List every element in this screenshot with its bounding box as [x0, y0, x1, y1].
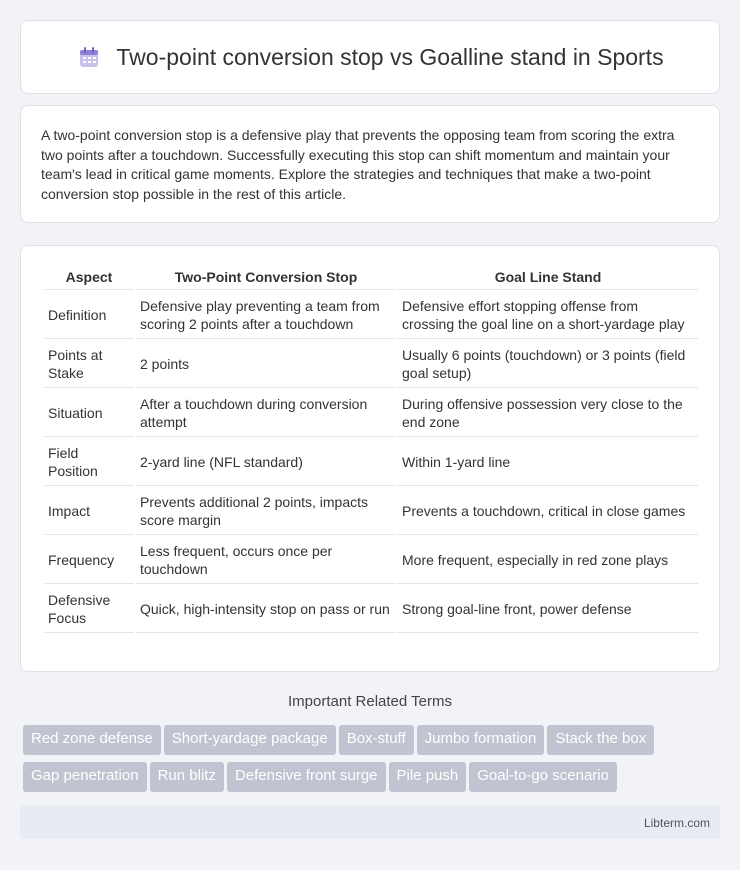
term-tag[interactable]: Run blitz [150, 762, 224, 792]
table-cell: Less frequent, occurs once per touchdown [136, 537, 396, 584]
table-cell: Situation [44, 390, 134, 437]
footer [20, 806, 720, 839]
comparison-card [20, 245, 720, 672]
table-cell: Defensive Focus [44, 586, 134, 633]
page-title: Two-point conversion stop vs Goalline stand in Sports [116, 43, 664, 70]
intro-card [20, 105, 720, 223]
table-row [44, 439, 698, 486]
table-cell: Prevents additional 2 points, impacts score margin [136, 488, 396, 535]
table-cell: Frequency [44, 537, 134, 584]
table-row [44, 537, 698, 584]
term-tag[interactable]: Red zone defense [23, 725, 161, 755]
footer-site-link[interactable]: Libterm.com [643, 816, 710, 830]
term-tag[interactable]: Jumbo formation [417, 725, 545, 755]
title-card [20, 20, 720, 94]
term-tag[interactable]: Goal-to-go scenario [469, 762, 617, 792]
table-row [44, 586, 698, 633]
table-cell: During offensive possession very close to the end zone [398, 390, 698, 437]
table-row [44, 292, 698, 339]
term-tag[interactable]: Short-yardage package [164, 725, 336, 755]
term-tag[interactable]: Pile push [389, 762, 467, 792]
table-cell: Strong goal-line front, power defense [398, 586, 698, 633]
header-aspect: Aspect [44, 264, 134, 290]
table-row [44, 390, 698, 437]
term-tag[interactable]: Stack the box [547, 725, 654, 755]
calendar-icon [76, 44, 102, 70]
table-cell: Definition [44, 292, 134, 339]
table-cell: Quick, high-intensity stop on pass or run [136, 586, 396, 633]
table-cell: Prevents a touchdown, critical in close games [398, 488, 698, 535]
table-cell: Defensive play preventing a team from scoring 2 points after a touchdown [136, 292, 396, 339]
table-cell: Impact [44, 488, 134, 535]
table-row [44, 488, 698, 535]
term-tag[interactable]: Box-stuff [339, 725, 414, 755]
table-cell: Points at Stake [44, 341, 134, 388]
related-terms-title: Important Related Terms [288, 693, 452, 710]
related-terms-list [23, 725, 723, 799]
table-cell: More frequent, especially in red zone plays [398, 537, 698, 584]
term-tag[interactable]: Gap penetration [23, 762, 147, 792]
intro-text: A two-point conversion stop is a defensive play that prevents the opposing team from scoring the extra two points after a touchdown. Successfully executing this stop can shift momentum and maintain your team's lead in critical game moments. Explore the strategies and techniques that make a two-point conversion stop possible in the rest of this article. [41, 127, 675, 202]
header-two-point-stop: Two-Point Conversion Stop [136, 264, 396, 290]
table-cell: 2 points [136, 341, 396, 388]
comparison-table [42, 262, 700, 635]
table-cell: Usually 6 points (touchdown) or 3 points (field goal setup) [398, 341, 698, 388]
table-cell: After a touchdown during conversion attempt [136, 390, 396, 437]
header-goal-line-stand: Goal Line Stand [398, 264, 698, 290]
table-cell: Within 1-yard line [398, 439, 698, 486]
table-cell: Defensive effort stopping offense from crossing the goal line on a short-yardage play [398, 292, 698, 339]
table-header-row [44, 264, 698, 290]
table-row [44, 341, 698, 388]
table-cell: 2-yard line (NFL standard) [136, 439, 396, 486]
term-tag[interactable]: Defensive front surge [227, 762, 386, 792]
table-cell: Field Position [44, 439, 134, 486]
